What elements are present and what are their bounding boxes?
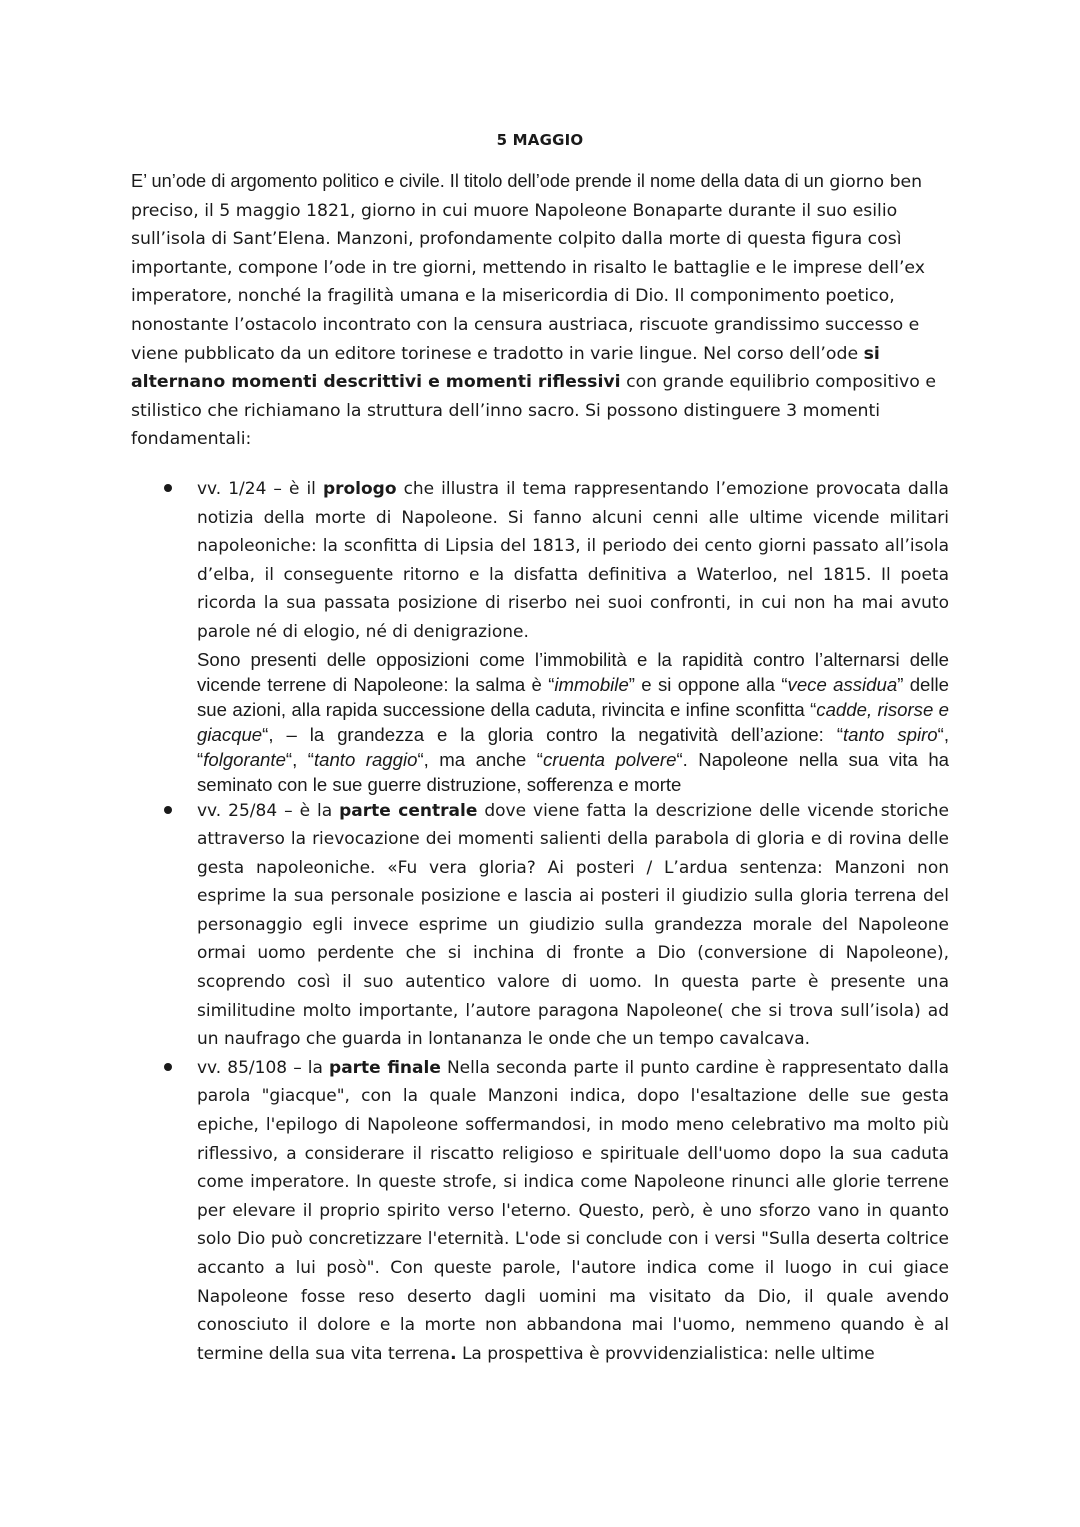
intro-body-1: giorno ben preciso, il 5 maggio 1821, giorno in cui muore Napoleone Bonaparte durante il suo esilio sull’isola di Sant’Elena. Manzoni, profondamente colpito dalla morte di questa figura così importante, compone l’ode in tre giorni, mettendo in risalto le battaglie e le imprese dell’ex imperatore, nonché la fragilità umana e la misericordia di Dio. Il componimento poetico, nonostante l’ostacolo incontrato con la censura austriaca, riscuote grandissimo successo e viene pubblicato da un editore torinese e tradotto in varie lingue. [131, 172, 925, 364]
page-title: 5 MAGGIO [496, 131, 584, 149]
prologo-it3: cadde, risorse e giacque [197, 698, 949, 745]
prologo-b6: “, “ [285, 748, 314, 770]
intro-bold: si alternano momenti descrittivi e momenti riflessivi [131, 343, 880, 393]
prologo-b5: “, “ [197, 723, 949, 770]
prologo-bold: prologo [322, 478, 397, 499]
finale-range: vv. 85/108 – [197, 1057, 302, 1078]
centrale-bold: parte centrale [339, 800, 478, 821]
finale-body: Nella seconda parte il punto cardine è rappresentato dalla parola "giacque", con la quale Manzoni indica, dopo l'esaltazione delle sue gesta epiche, l'epilogo di Napoleone soffermandosi, in modo meno celebrativo ma molto più riflessivo, a considerare il riscatto religioso e spirituale dell'uomo dopo la sua caduta come imperatore. In queste strofe, si indica come Napoleone rinunci alle glorie terrene per elevare il proprio spirito verso l'eterno. Questo, però, è uno sforzo vano in quanto solo Dio può concretizzare l'eternità. L'ode si conclude con i versi "Sulla deserta coltrice accanto a lui posò". Con queste parole, l'autore indica come il luogo in cui giace Napoleone fosse reso deserto dagli uomini ma visitato da Dio, il quale avendo conosciuto il dolore e la morte non abbandona mai l'uomo, nemmeno quando è al termine della sua vita terrena [197, 1057, 949, 1364]
list-item-prologo [131, 475, 949, 797]
prologo-it2: vece assidua [787, 673, 898, 695]
prologo-it5: folgorante [203, 748, 286, 770]
finale-text [197, 1054, 949, 1369]
intro-body-2: Nel corso dell’ode [703, 343, 859, 364]
prologo-b8: “. Napoleone nella sua vita ha seminato con le sue guerre distruzione, sofferenza e morte [197, 748, 950, 795]
prologo-body: che illustra il tema rappresentando l’emozione provocata dalla notizia della morte di Napoleone. Si fanno alcuni cenni alle ultime vicende militari napoleoniche: la sconfitta di Lipsia del 1813, il periodo dei cento giorni passato all’isola d’elba, il conseguente ritorno e la disfatta definitiva a Waterloo, nel 1815. Il poeta ricorda la sua passata posizione di riserbo nei suoi confronti, in cui non ha mai avuto parole né di elogio, né di denigrazione. [197, 478, 949, 642]
bullet-icon [164, 484, 172, 492]
bullet-icon [164, 806, 172, 814]
prologo-text-a [197, 475, 949, 647]
intro-lead: E’ un’ode di argomento politico e civile. Il titolo dell’ode prende il nome della data di un [131, 171, 824, 191]
prologo-b3: ” delle sue azioni, alla rapida successione della caduta, rivincita e infine sconfitta “ [197, 673, 949, 720]
prologo-text-b [197, 647, 949, 797]
document-page [131, 128, 949, 1368]
intro-body-3: con grande equilibrio compositivo e stilistico che richiamano la struttura dell’inno sacro. Si possono distinguere 3 momenti fondamentali: [131, 372, 936, 450]
prologo-it1: immobile [554, 673, 629, 695]
prologo-b2: ” e si oppone alla “ [628, 673, 788, 695]
prologo-b4: “, – la grandezza e la gloria contro la negatività dell’azione: “ [262, 723, 844, 745]
prologo-it4: tanto spiro [843, 723, 938, 745]
finale-bold-end: . [450, 1343, 457, 1364]
bullet-icon [164, 1063, 172, 1071]
intro-paragraph [131, 167, 949, 454]
prologo-b7: “, ma anche “ [417, 748, 543, 770]
prologo-b1: Sono presenti delle opposizioni come l’immobilità e la rapidità contro l’alternarsi delle vicende terrene di Napoleone: la salma è “ [197, 648, 949, 695]
prologo-it6: tanto raggio [313, 748, 418, 770]
centrale-body: dove viene fatta la descrizione delle vicende storiche attraverso la rievocazione dei momenti salienti della parabola di gloria e di rovina delle gesta napoleoniche. «Fu vera gloria? Ai posteri / L’ardua sentenza: Manzoni non esprime la sua personale posizione e lascia ai posteri il giudizio sulla gloria terrena del personaggio egli invece esprime un giudizio sulla grandezza morale del Napoleone ormai uomo perdente che si inchina di fronte a Dio (conversione di Napoleone), scoprendo così il suo autentico valore di uomo. In questa parte è presente una similitudine molto importante, l’autore paragona Napoleone( che si trova sull’isola) ad un naufrago che guarda in lontananza le onde che un tempo cavalcava. [197, 800, 949, 1050]
list-item-parte-finale [131, 1054, 949, 1369]
centrale-text [197, 797, 949, 1054]
moments-list [131, 475, 949, 1368]
finale-bold: parte finale [329, 1057, 441, 1078]
centrale-pre: è la [299, 800, 333, 821]
list-item-parte-centrale [131, 797, 949, 1054]
centrale-range: vv. 25/84 – [197, 800, 293, 821]
prologo-pre: è il [288, 478, 316, 499]
prologo-range: vv. 1/24 – [197, 478, 282, 499]
finale-tail: La prospettiva è provvidenzialistica: nelle ultime [461, 1343, 875, 1364]
finale-pre: la [307, 1057, 323, 1078]
prologo-it7: cruenta polvere [542, 748, 677, 770]
